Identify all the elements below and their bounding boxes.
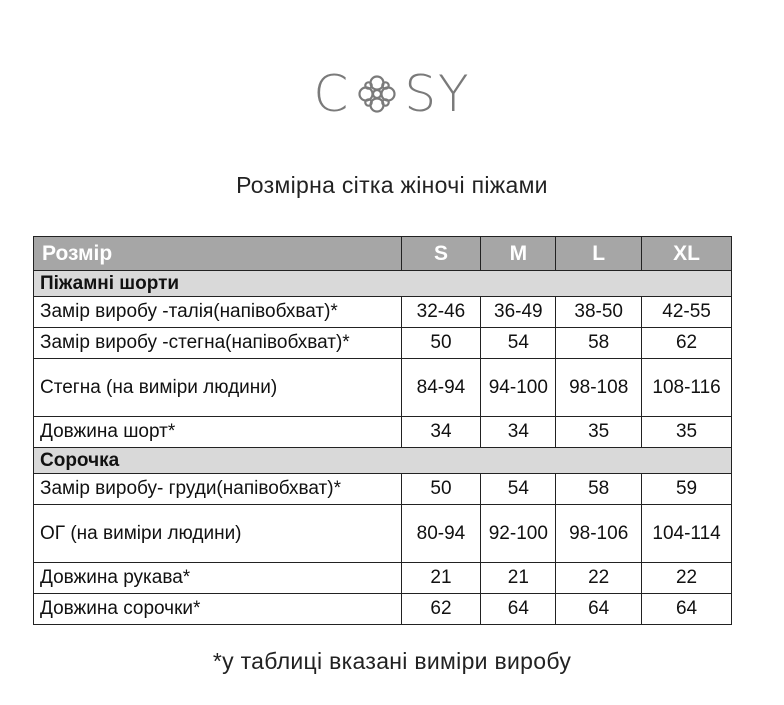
table-row [34,474,732,505]
page-title: Розмірна сітка жіночі піжами [236,172,548,198]
table-header-row [34,237,732,271]
flower-icon [352,69,402,119]
table-row [34,417,732,448]
cell-value: 34 [401,417,481,448]
table-row [34,505,732,563]
cell-value: 64 [556,594,642,625]
cell-value: 54 [481,328,556,359]
cell-value: 35 [556,417,642,448]
cell-value: 104-114 [642,505,732,563]
cell-value: 80-94 [401,505,481,563]
cell-value: 21 [481,563,556,594]
cell-value: 94-100 [481,359,556,417]
section-title-shirt: Сорочка [34,448,732,474]
header-size-label: Розмір [34,237,402,271]
cell-value: 22 [556,563,642,594]
table-row [34,563,732,594]
cell-value: 54 [481,474,556,505]
section-title-shorts: Піжамні шорти [34,271,732,297]
cell-value: 22 [642,563,732,594]
cell-value: 98-108 [556,359,642,417]
cell-value: 58 [556,474,642,505]
cell-value: 50 [401,328,481,359]
table-row [34,594,732,625]
cell-value: 21 [401,563,481,594]
row-label: Довжина рукава* [34,563,402,594]
cell-value: 38-50 [556,297,642,328]
cell-value: 35 [642,417,732,448]
table-row [34,297,732,328]
cell-value: 62 [642,328,732,359]
cell-value: 42-55 [642,297,732,328]
row-label: Довжина сорочки* [34,594,402,625]
cell-value: 62 [401,594,481,625]
logo-letters-sy: SY [404,65,471,123]
table-row [34,359,732,417]
cell-value: 32-46 [401,297,481,328]
row-label: Замір виробу -талія(напівобхват)* [34,297,402,328]
row-label: Стегна (на виміри людини) [34,359,402,417]
cell-value: 98-106 [556,505,642,563]
cell-value: 58 [556,328,642,359]
cell-value: 59 [642,474,732,505]
footnote: *у таблиці вказані виміри виробу [212,648,572,674]
row-label: Замір виробу -стегна(напівобхват)* [34,328,402,359]
header-size-l: L [556,237,642,271]
cell-value: 50 [401,474,481,505]
row-label: ОГ (на виміри людини) [34,505,402,563]
header-size-m: M [481,237,556,271]
cell-value: 108-116 [642,359,732,417]
cell-value: 36-49 [481,297,556,328]
cell-value: 34 [481,417,556,448]
logo-letter-c: C [313,65,351,123]
size-chart-table [33,236,732,625]
cell-value: 64 [481,594,556,625]
section-row-shorts [34,271,732,297]
cell-value: 92-100 [481,505,556,563]
table-row [34,328,732,359]
brand-logo [0,64,784,124]
row-label: Довжина шорт* [34,417,402,448]
header-size-xl: XL [642,237,732,271]
section-row-shirt [34,448,732,474]
header-size-s: S [401,237,481,271]
row-label: Замір виробу- груди(напівобхват)* [34,474,402,505]
cell-value: 64 [642,594,732,625]
cell-value: 84-94 [401,359,481,417]
